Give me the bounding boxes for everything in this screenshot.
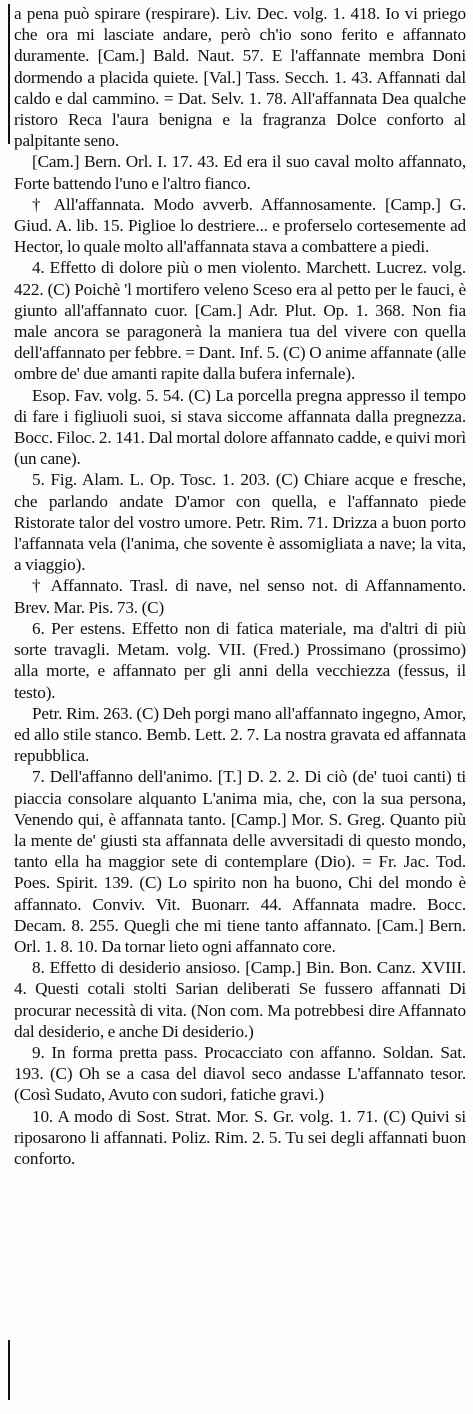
entry-text [14, 3, 466, 1169]
margin-rule-bottom [8, 1340, 10, 1400]
paragraph-sense-8: 8. Effetto di desiderio ansioso. [Camp.] Bin. Bon. Canz. XVIII. 4. Questi cotali stolti Sarian deliberati Se fussero affannati Di procurar necessità di vita. (Non com. Ma potrebbesi dire Affannato dal desiderio, e anche Di desiderio.) [14, 958, 466, 1041]
paragraph-sense-6: 6. Per estens. Effetto non di fatica materiale, ma d'altri di più sorte travagli. Metam. volg. VII. (Fred.) Prossimano (prossimo) alla morte, e affannato per gli anni della vecchiezza (fessus, il testo). [14, 618, 466, 702]
margin-rule-top [8, 4, 10, 144]
paragraph-sense-7: 7. Dell'affanno dell'animo. [T.] D. 2. 2. Di ciò (de' tuoi canti) ti piaccia consolare alquanto L'anima mia, che, con la sua persona, Venendo qui, è affannata tanto. [Camp.] Mor. S. Greg. Quanto più la mente de' giusti sta affannata delle avversitadi di questo mondo, tanto ella ha maggior sete di contemplare (Dio). = Fr. Jac. Tod. Poes. Spirit. 139. (C) Lo spirito non ha buono, Chi del mondo è affannato. Conviv. Vit. Buonarr. 44. Affannata madre. Bocc. Decam. 8. 255. Quegli che mi tiene tanto affannato. [Cam.] Bern. Orl. 1. 8. 10. Da tornar lieto ogni affannato core. [14, 767, 466, 956]
paragraph-sense-9: 9. In forma pretta pass. Procacciato con affanno. Soldan. Sat. 193. (C) Oh se a casa del diavol seco andasse L'affannato tesor. (Così Sudato, Avuto con sudori, fatiche gravi.) [14, 1042, 466, 1105]
paragraph-sense-4: 4. Effetto di dolore più o men violento. Marchett. Lucrez. volg. 422. (C) Poichè 'l mortifero veleno Sceso era al petto per le fauci, è giunto all'affannato cuor. [Cam.] Adr. Plut. Op. 1. 368. Non fia male ancora se paragonerà la maniera tua del vivere con quella dell'affannato per febbre. = Dant. Inf. 5. (C) O anime affannate (alle ombre de' due amanti rapite dalla bufera infernale). [14, 258, 466, 384]
paragraph-bern-orl: [Cam.] Bern. Orl. I. 17. 43. Ed era il suo caval molto affannato, Forte battendo l'uno e l'altro fianco. [14, 152, 466, 193]
paragraph-petr-rim: Petr. Rim. 263. (C) Deh porgi mano all'affannato ingegno, Amor, ed allo stile stanco. Bemb. Lett. 2. 7. La nostra gravata ed affannata repubblica. [14, 703, 466, 766]
paragraph-sense-5: 5. Fig. Alam. L. Op. Tosc. 1. 203. (C) Chiare acque e fresche, che parlando andate D'amor con quella, e l'affannato piede Ristorate talor del vostro umore. Petr. Rim. 71. Drizza a buon porto l'affannata vela (l'anima, che sovente è assomigliata a nave; la vita, a viaggio). [14, 470, 466, 575]
paragraph-esop-fav: Esop. Fav. volg. 5. 54. (C) La porcella pregna appresso il tempo di fare i figliuoli suoi, si stava siccome affannata dalla pregnezza. Bocc. Filoc. 2. 141. Dal mortal dolore affannato cadde, e quivi morì (un cane). [14, 385, 466, 469]
paragraph-all-affannata: † All'affannata. Modo avverb. Affannosamente. [Camp.] G. Giud. A. lib. 15. Piglioe lo destriere... e proferselo cortesemente ad Hector, lo quale molto all'affannata stava a combattere a piedi. [14, 194, 466, 257]
paragraph-continuation: a pena può spirare (respirare). Liv. Dec. volg. 1. 418. Io vi priego che ora mi lasciate andare, però ch'io sono ferito e affannato duramente. [Cam.] Bald. Naut. 57. E l'affannate membra Doni dormendo a placida quiete. [Val.] Tass. Secch. 1. 43. Affannati dal caldo e dal cammino. = Dat. Selv. 1. 78. All'affannata Dea qualche ristoro Reca l'aura benigna e la fragranza Dolce conforto al palpitante seno. [14, 4, 466, 151]
paragraph-sense-10: 10. A modo di Sost. Strat. Mor. S. Gr. volg. 1. 71. (C) Quivi si riposarono li affannati. Poliz. Rim. 2. 5. Tu sei degli affannati buon conforto. [14, 1106, 466, 1168]
paragraph-affannato-nave: † Affannato. Trasl. di nave, nel senso not. di Affannamento. Brev. Mar. Pis. 73. (C) [14, 576, 466, 617]
